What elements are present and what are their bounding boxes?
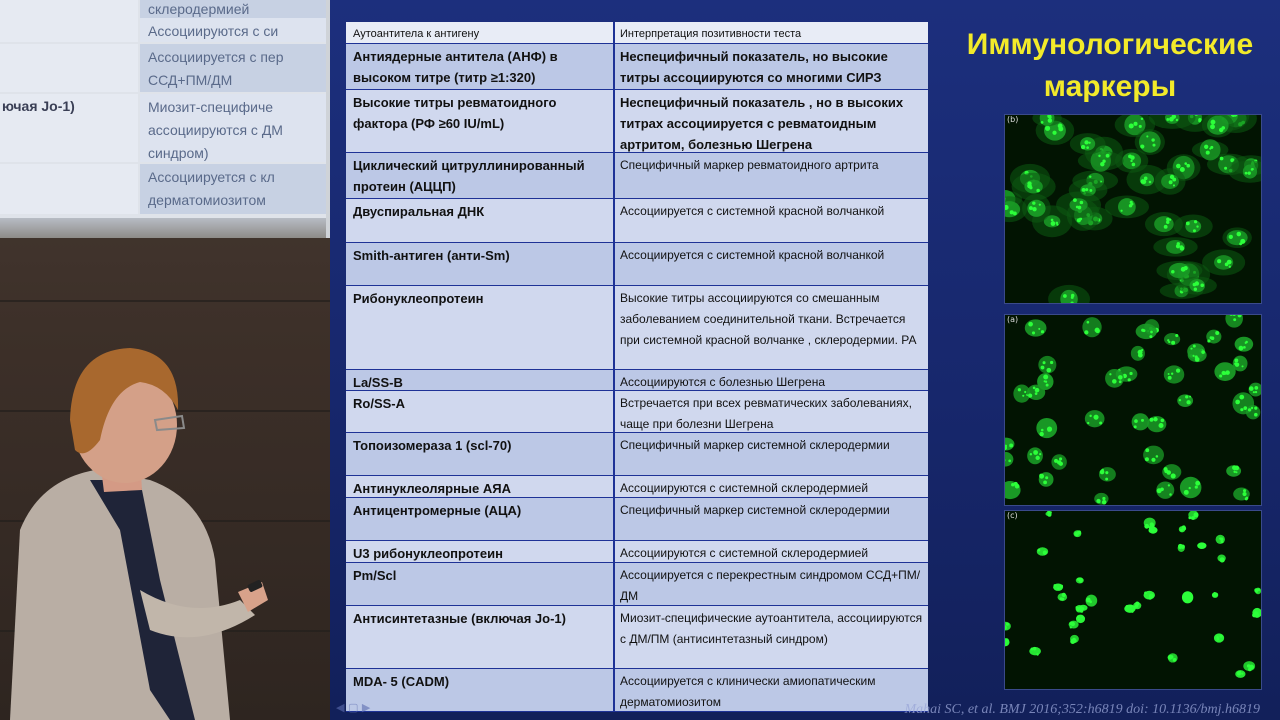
table-row: Антиядерные антитела (АНФ) в высоком титре (титр ≥1:320) Неспецифичный показатель, но высокие титры ассоциируются со многими СИРЗ [346,44,928,90]
table-row: Антисинтетазные (включая Jo-1) Миозит-специфические аутоантитела, ассоциируются с ДМ/ПМ (антисинтетазный синдром) [346,606,928,669]
table-row: Высокие титры ревматоидного фактора (РФ ≥60 IU/mL) Неспецифичный показатель , но в высоких титрах ассоциируется с ревматоидным артритом, болезнью Шегрена [346,90,928,153]
lecture-room-video [0,0,330,720]
column-header: Аутоантитела к антигену [353,28,480,40]
slide-title: Иммунологические маркеры [966,28,1254,103]
projection-screen [0,0,330,238]
immunofluorescence-micrograph-icon [1005,315,1261,505]
projected-row: склеродермией [0,0,326,18]
immunofluorescence-micrograph-icon [1005,511,1261,689]
table-row: U3 рибонуклеопротеин Ассоциируются с системной склеродермией [346,541,928,563]
micrograph-c: (c) [1004,510,1262,690]
autoantibody-table [346,22,928,709]
table-header-row [346,22,928,44]
table-row: Топоизомераза 1 (scl-70) Специфичный маркер системной склеродермии [346,433,928,476]
speaker-figure [0,330,330,720]
table-row: La/SS-B Ассоциируются с болезнью Шегрена [346,370,928,391]
presentation-slide [330,0,1280,720]
projected-row: Ассоциируется с кл дерматомиозитом [0,164,326,214]
table-row: Ro/SS-A Встречается при всех ревматических заболеваниях, чаще при болезни Шегрена [346,391,928,433]
table-row: Pm/Scl Ассоциируется с перекрестным синдромом ССД+ПМ/ДМ [346,563,928,606]
table-row: Двуспиральная ДНК Ассоциируется с системной красной волчанкой [346,199,928,243]
table-row: MDA- 5 (CADM) Ассоциируется с клинически амиопатическим дерматомиозитом [346,669,928,712]
table-row: Smith-антиген (анти-Sm) Ассоциируется с системной красной волчанкой [346,243,928,286]
projected-row: ючая Jo-1) Миозит-специфиче ассоциируются с ДМ синдром) [0,94,326,162]
table-row: Циклический цитруллинированный протеин (АЦЦП) Специфичный маркер ревматоидного артрита [346,153,928,199]
table-row: Антинуклеолярные АЯА Ассоциируются с системной склеродермией [346,476,928,498]
slide-nav-controls[interactable]: ◀ ▢ ▶ [336,701,371,714]
projected-row: Ассоциируется с пер ССД+ПМ/ДМ [0,44,326,92]
immunofluorescence-micrograph-icon [1005,115,1261,303]
column-header: Интерпретация позитивности теста [613,22,928,43]
projected-row: Ассоциируются с си [0,18,326,42]
table-row: Антицентромерные (АЦА) Специфичный маркер системной склеродермии [346,498,928,541]
projected-slide-fragment [0,0,326,218]
micrograph-a: (a) [1004,314,1262,506]
table-row: Рибонуклеопротеин Высокие титры ассоциируются со смешанным заболеванием соединительной ткани. Встречается при системной красной волчанке , склеродермии. РА [346,286,928,370]
micrograph-b: (b) [1004,114,1262,304]
citation: Mahai SC, et al. BMJ 2016;352:h6819 doi: 10.1136/bmj.h6819 [904,702,1260,717]
